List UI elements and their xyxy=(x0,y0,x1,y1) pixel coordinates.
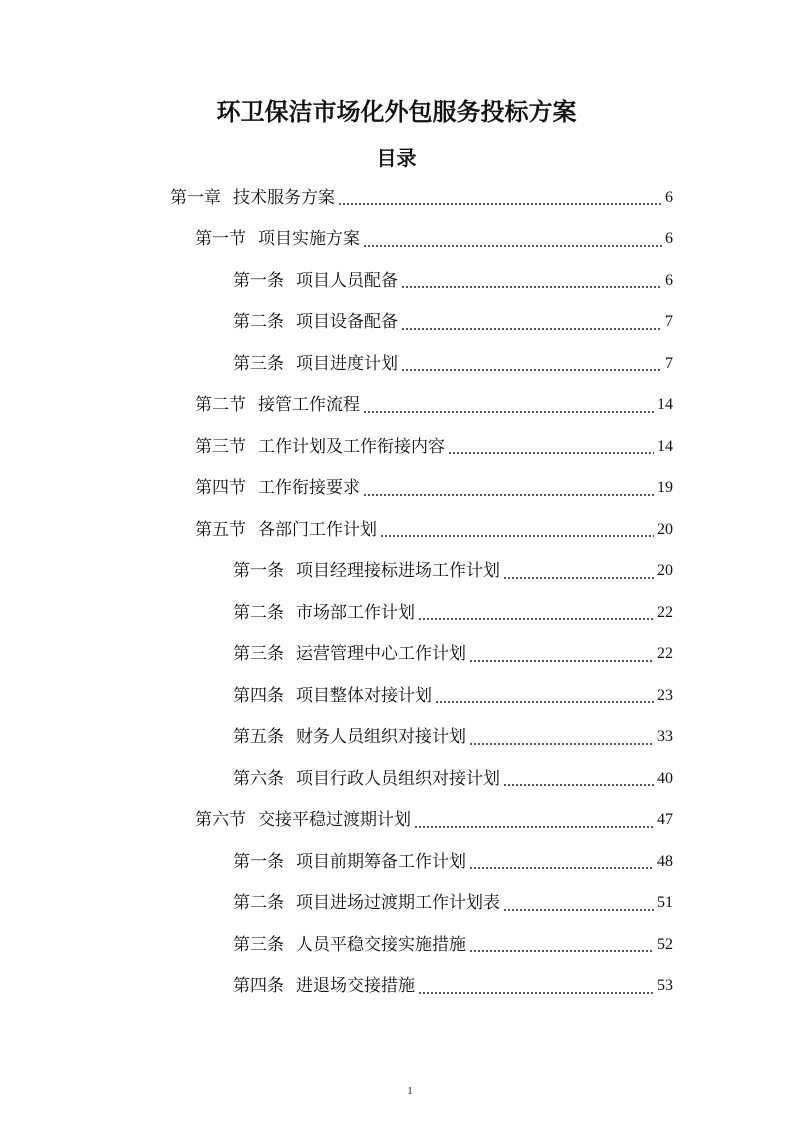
toc-entry-page: 6 xyxy=(665,188,673,206)
toc-entry-section[interactable] xyxy=(170,219,673,261)
toc-entry-title: 项目行政人员组织对接计划 xyxy=(296,768,500,789)
toc-entry-label: 第三条 xyxy=(233,644,284,665)
toc-entry-label: 第二条 xyxy=(233,312,284,333)
toc-entry-page: 6 xyxy=(665,230,673,248)
toc-entry-article[interactable] xyxy=(170,966,673,1008)
toc-entry-label: 第二节 xyxy=(195,395,246,416)
toc-entry-title: 交接平稳过渡期计划 xyxy=(258,810,411,831)
toc-entry-article[interactable] xyxy=(170,883,673,925)
toc-leader-dots xyxy=(363,385,654,427)
toc-entry-page: 7 xyxy=(665,354,673,372)
toc-entry-label: 第一条 xyxy=(233,561,284,582)
toc-entry-label: 第一条 xyxy=(233,851,284,872)
toc-entry-title: 项目整体对接计划 xyxy=(296,685,432,706)
toc-entry-section[interactable] xyxy=(170,468,673,510)
toc-entry-label: 第五条 xyxy=(233,727,284,748)
toc-entry-page: 22 xyxy=(657,603,673,621)
toc-entry-page: 40 xyxy=(657,769,673,787)
toc-entry-chapter[interactable] xyxy=(170,177,673,219)
toc-leader-dots xyxy=(435,675,654,717)
toc-entry-page: 14 xyxy=(657,437,673,455)
toc-entry-section[interactable] xyxy=(170,800,673,842)
toc-leader-dots xyxy=(338,177,662,219)
toc-entry-label: 第三节 xyxy=(195,436,246,457)
toc-entry-label: 第三条 xyxy=(233,934,284,955)
toc-entry-label: 第四条 xyxy=(233,685,284,706)
toc-leader-dots xyxy=(401,343,662,385)
toc-entry-title: 人员平稳交接实施措施 xyxy=(296,934,466,955)
toc-entry-title: 项目实施方案 xyxy=(258,229,360,250)
toc-entry-title: 项目前期筹备工作计划 xyxy=(296,851,466,872)
toc-leader-dots xyxy=(469,924,654,966)
toc-entry-label: 第六条 xyxy=(233,768,284,789)
toc-entry-article[interactable] xyxy=(170,717,673,759)
toc-entry-page: 20 xyxy=(657,562,673,580)
toc-entry-section[interactable] xyxy=(170,385,673,427)
toc-entry-article[interactable] xyxy=(170,675,673,717)
toc-entry-page: 51 xyxy=(657,894,673,912)
toc-entry-title: 项目人员配备 xyxy=(296,270,398,291)
toc-entry-label: 第二条 xyxy=(233,893,284,914)
toc-entry-title: 工作衔接要求 xyxy=(258,478,360,499)
toc-entry-article[interactable] xyxy=(170,343,673,385)
toc-leader-dots xyxy=(503,551,654,593)
toc-entry-title: 项目经理接标进场工作计划 xyxy=(296,561,500,582)
page-number: 1 xyxy=(407,1085,413,1097)
toc-leader-dots xyxy=(469,634,654,676)
toc-leader-dots xyxy=(363,219,662,261)
toc-entry-page: 14 xyxy=(657,396,673,414)
toc-entry-page: 33 xyxy=(657,728,673,746)
toc-leader-dots xyxy=(414,800,654,842)
toc-entry-title: 工作计划及工作衔接内容 xyxy=(258,436,445,457)
toc-entry-label: 第四条 xyxy=(233,976,284,997)
toc-leader-dots xyxy=(418,966,654,1008)
toc-entry-article[interactable] xyxy=(170,841,673,883)
toc-entry-title: 项目进场过渡期工作计划表 xyxy=(296,893,500,914)
toc-entry-article[interactable] xyxy=(170,758,673,800)
toc-entry-article[interactable] xyxy=(170,592,673,634)
toc-entry-page: 19 xyxy=(657,479,673,497)
toc-entry-title: 技术服务方案 xyxy=(233,187,335,208)
toc-entry-title: 进退场交接措施 xyxy=(296,976,415,997)
toc-entry-page: 52 xyxy=(657,935,673,953)
toc-entry-section[interactable] xyxy=(170,509,673,551)
toc-entry-label: 第三条 xyxy=(233,353,284,374)
toc-entry-title: 市场部工作计划 xyxy=(296,602,415,623)
toc-entry-page: 20 xyxy=(657,520,673,538)
toc-entry-title: 项目设备配备 xyxy=(296,312,398,333)
toc-entry-title: 运营管理中心工作计划 xyxy=(296,644,466,665)
toc-entry-article[interactable] xyxy=(170,260,673,302)
toc-entry-page: 53 xyxy=(657,977,673,995)
toc-entry-page: 6 xyxy=(665,271,673,289)
toc-leader-dots xyxy=(503,758,654,800)
toc-leader-dots xyxy=(469,717,654,759)
toc-leader-dots xyxy=(401,302,662,344)
toc-entry-label: 第四节 xyxy=(195,478,246,499)
toc-entry-page: 48 xyxy=(657,852,673,870)
toc-leader-dots xyxy=(503,883,654,925)
toc-entry-page: 47 xyxy=(657,811,673,829)
toc-entry-article[interactable] xyxy=(170,634,673,676)
toc-leader-dots xyxy=(401,260,662,302)
toc-heading: 目录 xyxy=(376,146,417,170)
toc-entry-title: 项目进度计划 xyxy=(296,353,398,374)
toc-entry-label: 第一章 xyxy=(170,187,221,208)
toc-entry-page: 7 xyxy=(665,313,673,331)
toc-entry-section[interactable] xyxy=(170,426,673,468)
toc-entry-label: 第一节 xyxy=(195,229,246,250)
toc-leader-dots xyxy=(448,426,654,468)
document-title: 环卫保洁市场化外包服务投标方案 xyxy=(216,98,577,126)
toc-leader-dots xyxy=(363,468,654,510)
toc-entry-article[interactable] xyxy=(170,924,673,966)
toc-entry-title: 财务人员组织对接计划 xyxy=(296,727,466,748)
toc-entry-title: 各部门工作计划 xyxy=(258,519,377,540)
toc-entry-article[interactable] xyxy=(170,551,673,593)
toc-entry-label: 第五节 xyxy=(195,519,246,540)
toc-entry-title: 接管工作流程 xyxy=(258,395,360,416)
table-of-contents xyxy=(170,177,673,1007)
toc-entry-article[interactable] xyxy=(170,302,673,344)
toc-leader-dots xyxy=(469,841,654,883)
toc-entry-label: 第六节 xyxy=(195,810,246,831)
toc-entry-label: 第二条 xyxy=(233,602,284,623)
toc-entry-page: 22 xyxy=(657,645,673,663)
toc-leader-dots xyxy=(380,509,654,551)
toc-entry-label: 第一条 xyxy=(233,270,284,291)
toc-entry-page: 23 xyxy=(657,686,673,704)
toc-leader-dots xyxy=(418,592,654,634)
